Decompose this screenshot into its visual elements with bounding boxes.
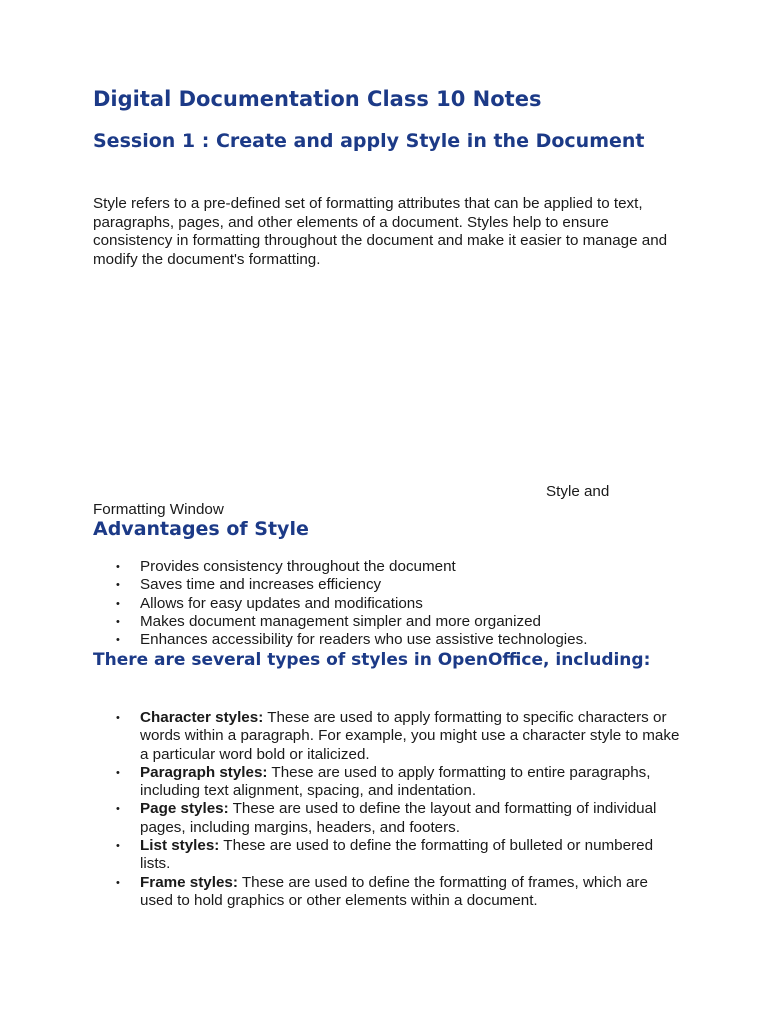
list-item-text: Makes document management simpler and more organized xyxy=(140,612,541,630)
intro-paragraph: Style refers to a pre-defined set of formatting attributes that can be applied to text, paragraphs, pages, and other elements of a document. Styles help to ensure consistency in formatting throughout the document and make it easier to manage and modify the document's formatting. xyxy=(93,195,668,268)
bullet-icon: • xyxy=(116,840,120,853)
list-item-text: Provides consistency throughout the document xyxy=(140,558,456,575)
bullet-icon: • xyxy=(116,803,120,816)
advantages-heading: Advantages of Style xyxy=(93,518,309,540)
figure-caption-line-1: Style and xyxy=(546,483,610,500)
style-type-description: These are used to define the layout and formatting of individual pages, including margins, headers, and footers. xyxy=(140,800,657,836)
bullet-icon: • xyxy=(116,634,120,647)
list-item xyxy=(93,800,680,837)
style-type-term: List styles: xyxy=(140,837,220,855)
advantages-list xyxy=(93,558,693,649)
figure-placeholder xyxy=(93,280,683,480)
style-type-term: Frame styles: xyxy=(140,873,238,891)
list-item xyxy=(93,558,693,576)
style-type-term: Page styles: xyxy=(140,800,229,818)
list-item xyxy=(93,837,680,874)
style-types-list xyxy=(93,709,693,910)
types-heading: There are several types of styles in OpenOffice, including: xyxy=(93,650,651,670)
list-item xyxy=(93,631,693,649)
bullet-icon: • xyxy=(116,561,120,573)
list-item-text: Enhances accessibility for readers who use assistive technologies. xyxy=(140,631,588,649)
style-type-description: These are used to define the formatting of frames, which are used to hold graphics or other elements within a document. xyxy=(140,873,648,909)
document-title: Digital Documentation Class 10 Notes xyxy=(93,87,542,111)
style-type-term: Character styles: xyxy=(140,709,264,726)
list-item xyxy=(93,576,693,594)
list-item xyxy=(93,874,680,911)
bullet-icon: • xyxy=(116,597,120,610)
style-type-description: These are used to apply formatting to entire paragraphs, including text alignment, spacing, and indentation. xyxy=(140,763,651,800)
session-heading: Session 1 : Create and apply Style in the Document xyxy=(93,130,645,152)
style-type-term: Paragraph styles: xyxy=(140,763,268,781)
bullet-icon: • xyxy=(116,615,120,628)
list-item xyxy=(93,613,693,631)
list-item-text: Allows for easy updates and modifications xyxy=(140,594,423,612)
figure-caption-line-2: Formatting Window xyxy=(93,501,224,518)
bullet-icon: • xyxy=(116,876,120,889)
list-item xyxy=(93,595,693,613)
style-type-description: These are used to define the formatting of bulleted or numbered lists. xyxy=(140,837,654,873)
list-item xyxy=(93,764,680,801)
bullet-icon: • xyxy=(116,579,120,592)
list-item-text: Saves time and increases efficiency xyxy=(140,576,382,594)
bullet-icon: • xyxy=(116,766,120,779)
list-item xyxy=(93,709,680,764)
style-type-description: These are used to apply formatting to specific characters or words within a paragraph. For example, you might use a character style to make a particular word bold or italicized. xyxy=(140,709,680,763)
bullet-icon: • xyxy=(116,712,120,724)
